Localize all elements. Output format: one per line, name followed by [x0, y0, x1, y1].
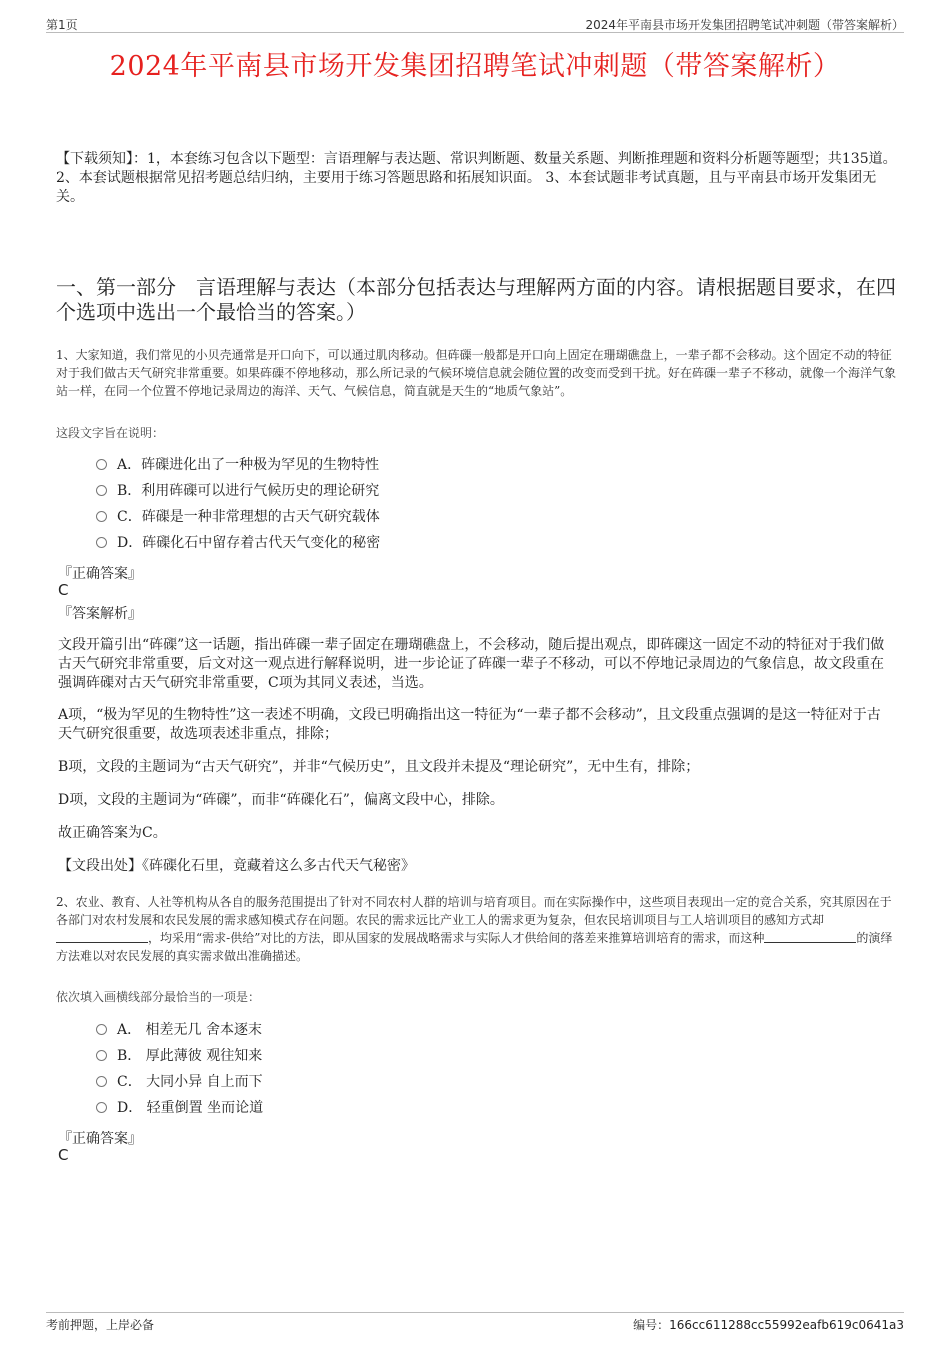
- document-title: 2024年平南县市场开发集团招聘笔试冲刺题（带答案解析）: [109, 51, 841, 82]
- option-a[interactable]: A．砗磲进化出了一种极为罕见的生物特性: [96, 452, 380, 478]
- fill-blank: [56, 930, 148, 943]
- option-b[interactable]: B． 厚此薄彼 观往知来: [96, 1043, 263, 1069]
- source-citation: 【文段出处】《砗磲化石里，竟藏着这么多古代天气秘密》: [58, 858, 415, 874]
- option-c[interactable]: C． 大同小异 自上而下: [96, 1069, 263, 1095]
- answer-label: 『正确答案』: [58, 1131, 142, 1147]
- radio-icon[interactable]: [96, 1024, 107, 1035]
- page-number: 第1页: [46, 18, 78, 32]
- page-footer: [46, 1312, 904, 1333]
- option-d[interactable]: D．砗磲化石中留存着古代天气变化的秘密: [96, 530, 380, 556]
- analysis-paragraph: 故正确答案为C。: [58, 825, 167, 841]
- section-heading: 一、第一部分 言语理解与表达（本部分包括表达与理解两方面的内容。请根据题目要求，在四个选项中选出一个最恰当的答案。）: [56, 275, 896, 324]
- header-doc-title: 2024年平南县市场开发集团招聘笔试冲刺题（带答案解析）: [585, 18, 904, 32]
- fill-blank: [764, 930, 856, 943]
- answer-value: C: [58, 581, 69, 599]
- question-2-stem: 2、农业、教育、人社等机构从各自的服务范围提出了针对不同农村人群的培训与培育项目。而在实际操作中，这些项目表现出一定的竞合关系，究其原因在于各部门对农村发展和农民发展的需求感知模式存在问题。农民的需求远比产业工人的需求更为复杂，但农民培训项目与工人培训项目的感知方式却，均采用“需求-供给”对比的方法，即从国家的发展战略需求与实际人才供给间的落差来推算培训培育的需求，而这种 的演绎方法难以对农民发展的真实需求做出准确描述。: [56, 895, 893, 963]
- question-1-prompt: 这段文字旨在说明：: [56, 426, 165, 440]
- radio-icon[interactable]: [96, 1076, 107, 1087]
- radio-icon[interactable]: [96, 459, 107, 470]
- question-1-options: [96, 452, 380, 556]
- analysis-paragraph: D项，文段的主题词为“砗磲”，而非“砗磲化石”，偏离文段中心，排除。: [58, 792, 504, 808]
- download-notice: 【下载须知】：1，本套练习包含以下题型：言语理解与表达题、常识判断题、数量关系题、判断推理题和资料分析题等题型；共135道。 2、本套试题根据常见招考题总结归纳，主要用于练习答题思路和拓展知识面。 3、本套试题非考试真题，且与平南县市场开发集团无关。: [56, 151, 897, 205]
- answer-value: C: [58, 1146, 69, 1164]
- question-1-stem: 1、大家知道，我们常见的小贝壳通常是开口向下，可以通过肌肉移动。但砗磲一般都是开口向上固定在珊瑚礁盘上，一辈子都不会移动。这个固定不动的特征对于我们做古天气研究非常重要。如果砗磲不停地移动，那么所记录的气候环境信息就会随位置的改变而受到干扰。好在砗磲一辈子不移动，就像一个海洋气象站一样，在同一个位置不停地记录周边的海洋、天气、气候信息，简直就是天生的“地质气象站”。: [56, 348, 897, 398]
- radio-icon[interactable]: [96, 485, 107, 496]
- analysis-label: 『答案解析』: [58, 606, 142, 622]
- page-header: [46, 14, 904, 33]
- option-d[interactable]: D． 轻重倒置 坐而论道: [96, 1095, 263, 1121]
- option-c[interactable]: C．砗磲是一种非常理想的古天气研究载体: [96, 504, 380, 530]
- radio-icon[interactable]: [96, 1050, 107, 1061]
- footer-slogan: 考前押题，上岸必备: [46, 1318, 155, 1332]
- analysis-paragraph: 文段开篇引出“砗磲”这一话题，指出砗磲一辈子固定在珊瑚礁盘上，不会移动，随后提出观点，即砗磲这一固定不动的特征对于我们做古天气研究非常重要，后文对这一观点进行解释说明，进一步论证了砗磲一辈子不移动，可以不停地记录周边的气象信息，故文段重在强调砗磲对古天气研究非常重要，C项为其同义表述，当选。: [58, 637, 885, 691]
- answer-label: 『正确答案』: [58, 566, 142, 582]
- radio-icon[interactable]: [96, 511, 107, 522]
- radio-icon[interactable]: [96, 537, 107, 548]
- radio-icon[interactable]: [96, 1102, 107, 1113]
- option-a[interactable]: A． 相差无几 舍本逐末: [96, 1017, 263, 1043]
- analysis-paragraph: A项，“极为罕见的生物特性”这一表述不明确，文段已明确指出这一特征为“一辈子都不会移动”，且文段重点强调的是这一特征对于古天气研究很重要，故选项表述非重点，排除；: [58, 707, 881, 742]
- analysis-paragraph: B项，文段的主题词为“古天气研究”，并非“气候历史”，且文段并未提及“理论研究”，无中生有，排除；: [58, 759, 700, 775]
- question-2-options: [96, 1017, 263, 1121]
- option-b[interactable]: B．利用砗磲可以进行气候历史的理论研究: [96, 478, 380, 504]
- question-2-prompt: 依次填入画横线部分最恰当的一项是：: [56, 990, 261, 1004]
- document-code: 编号：166cc611288cc55992eafb619c0641a3: [633, 1318, 904, 1332]
